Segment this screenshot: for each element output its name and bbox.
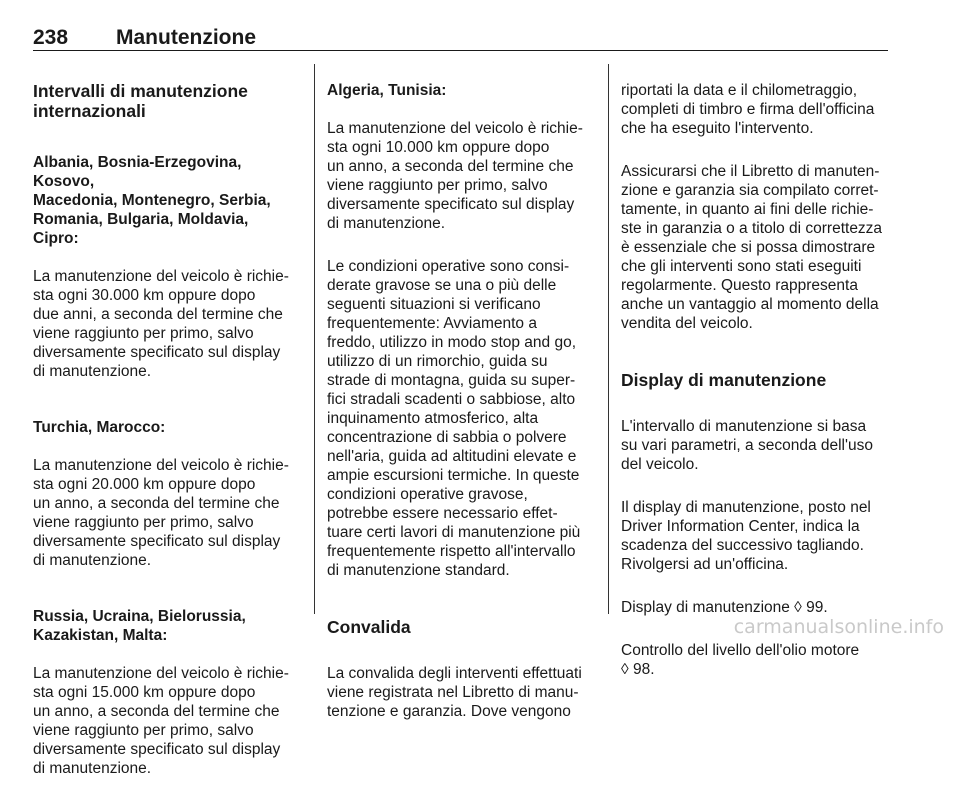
paragraph: La manutenzione del veicolo è richie- sta ogni 15.000 km oppure dopo un anno, a seconda del termine che viene raggiunto per primo, salvo diversamente specificato sul display di manutenzione. bbox=[33, 665, 289, 777]
column-3 bbox=[621, 62, 883, 703]
cross-reference[interactable]: Controllo del livello dell'olio motore ◊ 98. bbox=[621, 642, 860, 678]
paragraph: La manutenzione del veicolo è richie- sta ogni 20.000 km oppure dopo un anno, a seconda del termine che viene raggiunto per primo, salvo diversamente specificato sul display di manutenzione. bbox=[33, 457, 289, 569]
watermark: carmanualsonline.info bbox=[733, 616, 944, 638]
column-divider bbox=[314, 64, 315, 614]
paragraph: L'intervallo di manutenzione si basa su vari parametri, a seconda dell'uso del veicolo. bbox=[621, 418, 873, 473]
page-header bbox=[33, 26, 888, 51]
section-heading: Intervalli di manutenzione internazionali bbox=[33, 81, 248, 121]
column-divider bbox=[608, 64, 609, 614]
country-group-heading: Turchia, Marocco: bbox=[33, 419, 166, 436]
paragraph: La manutenzione del veicolo è richie- sta ogni 30.000 km oppure dopo due anni, a seconda del termine che viene raggiunto per primo, salvo diversamente specificato sul display di manutenzione. bbox=[33, 268, 289, 380]
paragraph: riportati la data e il chilometraggio, completi di timbro e firma dell'officina che ha eseguito l'intervento. bbox=[621, 82, 875, 137]
paragraph: La manutenzione del veicolo è richie- sta ogni 10.000 km oppure dopo un anno, a seconda del termine che viene raggiunto per primo, salvo diversamente specificato sul display di manutenzione. bbox=[327, 120, 583, 232]
page-number: 238 bbox=[33, 26, 69, 49]
column-1 bbox=[33, 62, 295, 802]
paragraph: Assicurarsi che il Libretto di manuten- zione e garanzia sia compilato corret- tamente, in quanto ai fini delle richie- ste in garanzia o a titolo di correttezza è essenziale che si possa dimostrare che gli interventi sono stati eseguiti regolarmente. Questo rappresenta anche un vantaggio al momento della vendita del veicolo. bbox=[621, 163, 883, 332]
cross-reference[interactable]: Display di manutenzione ◊ 99. bbox=[621, 599, 828, 616]
paragraph: Le condizioni operative sono consi- derate gravose se una o più delle seguenti situazioni si verificano frequentemente: Avviamento a freddo, utilizzo in modo stop and go, utilizzo di un rimorchio, guida su strade di montagna, guida su super- fici stradali scadenti o sabbiose, alto inquinamento atmosferico, alta concentrazione di sabbia o polvere nell'aria, guida ad altitudini elevate e ampie escursioni termiche. In queste condizioni operative gravose, potrebbe essere necessario effet- tuare certi lavori di manutenzione più frequentemente rispetto all'intervallo di manutenzione standard. bbox=[327, 258, 581, 579]
section-heading: Convalida bbox=[327, 617, 411, 637]
page-title: Manutenzione bbox=[116, 26, 256, 49]
section-heading: Display di manutenzione bbox=[621, 370, 827, 390]
country-group-heading: Albania, Bosnia-Erzegovina, Kosovo, Macedonia, Montenegro, Serbia, Romania, Bulgaria, Moldavia, Cipro: bbox=[33, 154, 271, 247]
paragraph: La convalida degli interventi effettuati viene registrata nel Libretto di manu- tenzione e garanzia. Dove vengono bbox=[327, 665, 582, 720]
paragraph: Il display di manutenzione, posto nel Driver Information Center, indica la scadenza del successivo tagliando. Rivolgersi ad un'officina. bbox=[621, 499, 871, 573]
country-group-heading: Russia, Ucraina, Bielorussia, Kazakistan, Malta: bbox=[33, 608, 246, 644]
country-group-heading: Algeria, Tunisia: bbox=[327, 82, 447, 99]
column-2 bbox=[327, 62, 589, 745]
